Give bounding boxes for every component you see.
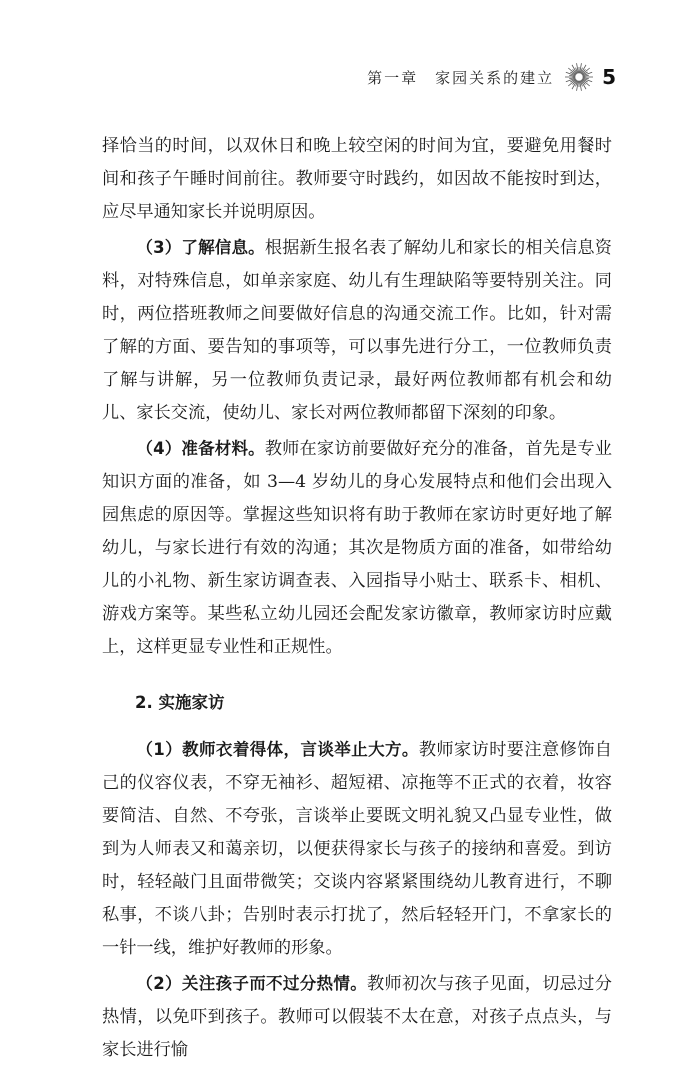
paragraph-lead: （2）关注孩子而不过分热情。 <box>136 974 368 993</box>
running-header <box>367 62 616 92</box>
paragraph-text: 根据新生报名表了解幼儿和家长的相关信息资料，对特殊信息，如单亲家庭、幼儿有生理缺陷等要特别关注。同时，两位搭班教师之间要做好信息的沟通交流工作。比如，针对需了解的方面、要告知的事项等，可以事先进行分工，一位教师负责了解与讲解，另一位教师负责记录，最好两位教师都有机会和幼儿、家长交流，使幼儿、家长对两位教师都留下深刻的印象。 <box>102 238 612 423</box>
paragraph-text: 教师家访时要注意修饰自己的仪容仪表，不穿无袖衫、超短裙、凉拖等不正式的衣着，妆容要简洁、自然、不夸张，言谈举止要既文明礼貌又凸显专业性，做到为人师表又和蔼亲切，以便获得家长与孩子的接纳和喜爱。到访时，轻轻敲门且面带微笑；交谈内容紧紧围绕幼儿教育进行，不聊私事，不谈八卦；告别时表示打扰了，然后轻轻开门，不拿家长的一针一线，维护好教师的形象。 <box>102 740 612 958</box>
paragraph-text: 教师在家访前要做好充分的准备，首先是专业知识方面的准备，如 3—4 岁幼儿的身心发展特点和他们会出现入园焦虑的原因等。掌握这些知识将有助于教师在家访时更好地了解幼儿，与家长进行有效的沟通；其次是物质方面的准备，如带给幼儿的小礼物、新生家访调查表、入园指导小贴士、联系卡、相机、游戏方案等。某些私立幼儿园还会配发家访徽章，教师家访时应戴上，这样更显专业性和正规性。 <box>102 439 612 657</box>
paragraph-understand-info <box>102 231 612 430</box>
paragraph-text: 教师初次与孩子见面，切忌过分热情，以免吓到孩子。教师可以假装不太在意，对孩子点点头，与家长进行愉 <box>102 974 612 1060</box>
starburst-icon <box>564 62 594 92</box>
paragraph-lead: （4）准备材料。 <box>136 439 265 458</box>
section-heading: 2. 实施家访 <box>135 693 225 712</box>
paragraph-dress-properly <box>102 733 612 965</box>
chapter-title: 第一章 家园关系的建立 <box>367 68 555 87</box>
paragraph-lead: （1）教师衣着得体，言谈举止大方。 <box>136 740 419 759</box>
paragraph-focus-child <box>102 967 612 1067</box>
paragraph-text: 择恰当的时间，以双休日和晚上较空闲的时间为宜，要避免用餐时间和孩子午睡时间前往。教师要守时践约，如因故不能按时到达，应尽早通知家长并说明原因。 <box>102 136 612 222</box>
paragraph-lead: （3）了解信息。 <box>136 238 265 257</box>
paragraph-prepare-materials <box>102 432 612 664</box>
body-text <box>102 130 612 1067</box>
paragraph-continued <box>102 130 612 229</box>
page-number: 5 <box>602 65 616 89</box>
